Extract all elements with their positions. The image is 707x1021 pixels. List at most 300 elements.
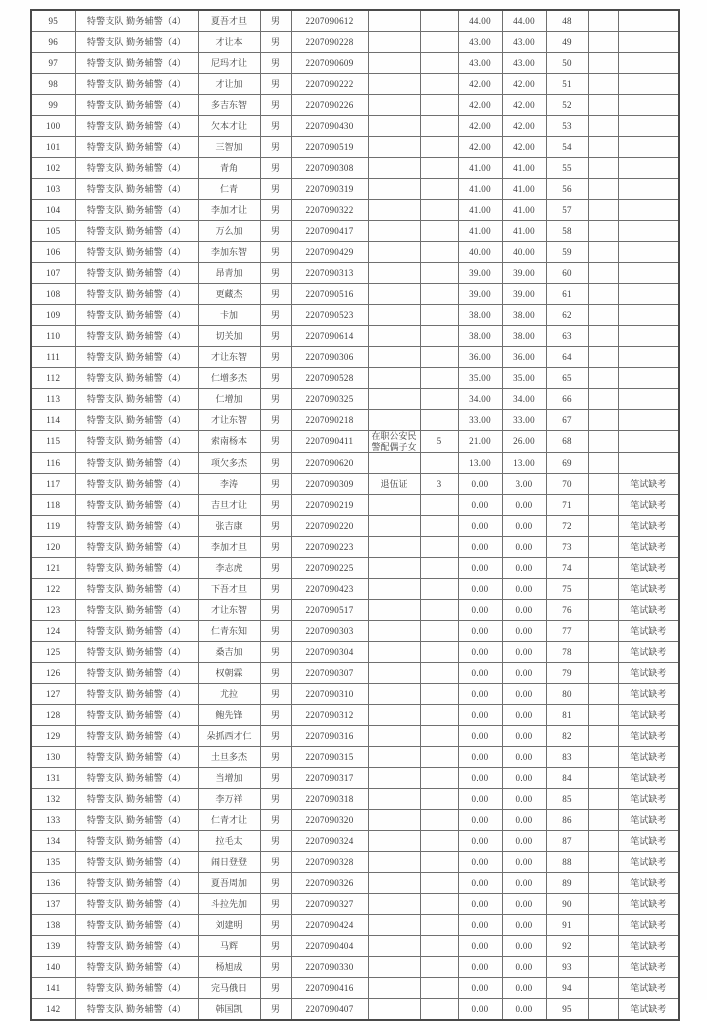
- cell-bonus_points: [420, 10, 458, 32]
- cell-rank: 53: [546, 116, 588, 137]
- cell-exam_no: 2207090220: [291, 516, 368, 537]
- cell-exam_no: 2207090307: [291, 663, 368, 684]
- table-row: [31, 95, 679, 116]
- cell-no: 122: [31, 579, 75, 600]
- cell-exam_no: 2207090309: [291, 474, 368, 495]
- table-row: [31, 726, 679, 747]
- cell-bonus_item: [368, 221, 420, 242]
- cell-gender: 男: [260, 537, 291, 558]
- cell-exam_no: 2207090325: [291, 389, 368, 410]
- cell-blank: [588, 158, 618, 179]
- cell-bonus_points: [420, 936, 458, 957]
- cell-written_score: 33.00: [458, 410, 502, 431]
- cell-written_score: 0.00: [458, 831, 502, 852]
- table-row: [31, 305, 679, 326]
- cell-remark: 笔试缺考: [618, 747, 679, 768]
- cell-gender: 男: [260, 200, 291, 221]
- cell-position: 特警支队 勤务辅警（4）: [75, 852, 198, 873]
- cell-exam_no: 2207090313: [291, 263, 368, 284]
- cell-gender: 男: [260, 410, 291, 431]
- cell-bonus_item: [368, 95, 420, 116]
- cell-gender: 男: [260, 347, 291, 368]
- cell-exam_no: 2207090328: [291, 852, 368, 873]
- cell-position: 特警支队 勤务辅警（4）: [75, 305, 198, 326]
- cell-rank: 49: [546, 32, 588, 53]
- cell-bonus_points: [420, 768, 458, 789]
- cell-remark: [618, 326, 679, 347]
- cell-written_score: 0.00: [458, 516, 502, 537]
- cell-bonus_points: [420, 852, 458, 873]
- cell-exam_no: 2207090317: [291, 768, 368, 789]
- cell-name: 下吾才旦: [198, 579, 260, 600]
- cell-name: 切关加: [198, 326, 260, 347]
- cell-written_score: 0.00: [458, 579, 502, 600]
- table-row: [31, 284, 679, 305]
- cell-rank: 92: [546, 936, 588, 957]
- cell-remark: [618, 158, 679, 179]
- cell-name: 朵抓西才仁: [198, 726, 260, 747]
- cell-rank: 63: [546, 326, 588, 347]
- cell-bonus_points: [420, 642, 458, 663]
- table-row: [31, 410, 679, 431]
- cell-name: 刘建明: [198, 915, 260, 936]
- cell-name: 李万祥: [198, 789, 260, 810]
- cell-blank: [588, 936, 618, 957]
- cell-rank: 93: [546, 957, 588, 978]
- cell-rank: 74: [546, 558, 588, 579]
- cell-exam_no: 2207090303: [291, 621, 368, 642]
- cell-blank: [588, 957, 618, 978]
- cell-exam_no: 2207090417: [291, 221, 368, 242]
- cell-position: 特警支队 勤务辅警（4）: [75, 10, 198, 32]
- cell-position: 特警支队 勤务辅警（4）: [75, 453, 198, 474]
- cell-rank: 85: [546, 789, 588, 810]
- cell-name: 仁增加: [198, 389, 260, 410]
- cell-remark: 笔试缺考: [618, 789, 679, 810]
- cell-position: 特警支队 勤务辅警（4）: [75, 431, 198, 453]
- cell-rank: 67: [546, 410, 588, 431]
- cell-written_score: 0.00: [458, 600, 502, 621]
- cell-bonus_item: [368, 915, 420, 936]
- cell-blank: [588, 621, 618, 642]
- cell-position: 特警支队 勤务辅警（4）: [75, 684, 198, 705]
- cell-position: 特警支队 勤务辅警（4）: [75, 705, 198, 726]
- cell-exam_no: 2207090306: [291, 347, 368, 368]
- cell-gender: 男: [260, 305, 291, 326]
- cell-rank: 77: [546, 621, 588, 642]
- cell-written_score: 39.00: [458, 284, 502, 305]
- cell-remark: 笔试缺考: [618, 999, 679, 1021]
- cell-total_score: 13.00: [502, 453, 546, 474]
- cell-remark: 笔试缺考: [618, 516, 679, 537]
- cell-gender: 男: [260, 74, 291, 95]
- cell-bonus_points: [420, 747, 458, 768]
- cell-position: 特警支队 勤务辅警（4）: [75, 537, 198, 558]
- cell-total_score: 0.00: [502, 495, 546, 516]
- cell-total_score: 0.00: [502, 579, 546, 600]
- cell-gender: 男: [260, 789, 291, 810]
- cell-no: 135: [31, 852, 75, 873]
- cell-total_score: 0.00: [502, 642, 546, 663]
- cell-rank: 72: [546, 516, 588, 537]
- cell-gender: 男: [260, 263, 291, 284]
- cell-blank: [588, 915, 618, 936]
- cell-no: 97: [31, 53, 75, 74]
- cell-rank: 84: [546, 768, 588, 789]
- cell-position: 特警支队 勤务辅警（4）: [75, 200, 198, 221]
- cell-written_score: 0.00: [458, 957, 502, 978]
- cell-gender: 男: [260, 221, 291, 242]
- cell-exam_no: 2207090315: [291, 747, 368, 768]
- cell-name: 索南杨本: [198, 431, 260, 453]
- cell-remark: [618, 410, 679, 431]
- cell-position: 特警支队 勤务辅警（4）: [75, 137, 198, 158]
- cell-written_score: 0.00: [458, 873, 502, 894]
- table-body: [31, 10, 679, 1020]
- cell-bonus_item: [368, 200, 420, 221]
- cell-gender: 男: [260, 579, 291, 600]
- cell-position: 特警支队 勤务辅警（4）: [75, 116, 198, 137]
- cell-bonus_points: [420, 74, 458, 95]
- cell-gender: 男: [260, 852, 291, 873]
- cell-exam_no: 2207090310: [291, 684, 368, 705]
- cell-remark: [618, 431, 679, 453]
- cell-total_score: 43.00: [502, 53, 546, 74]
- cell-bonus_item: [368, 957, 420, 978]
- cell-written_score: 44.00: [458, 10, 502, 32]
- cell-gender: 男: [260, 726, 291, 747]
- cell-name: 拉毛太: [198, 831, 260, 852]
- table-row: [31, 221, 679, 242]
- cell-no: 121: [31, 558, 75, 579]
- cell-bonus_item: [368, 368, 420, 389]
- cell-name: 仁青东知: [198, 621, 260, 642]
- cell-bonus_item: [368, 74, 420, 95]
- cell-exam_no: 2207090228: [291, 32, 368, 53]
- cell-written_score: 0.00: [458, 978, 502, 999]
- cell-no: 132: [31, 789, 75, 810]
- cell-position: 特警支队 勤务辅警（4）: [75, 831, 198, 852]
- cell-remark: [618, 242, 679, 263]
- cell-position: 特警支队 勤务辅警（4）: [75, 263, 198, 284]
- cell-gender: 男: [260, 453, 291, 474]
- cell-blank: [588, 453, 618, 474]
- cell-blank: [588, 684, 618, 705]
- cell-rank: 52: [546, 95, 588, 116]
- cell-gender: 男: [260, 95, 291, 116]
- cell-remark: 笔试缺考: [618, 873, 679, 894]
- table-row: [31, 768, 679, 789]
- cell-bonus_points: [420, 53, 458, 74]
- cell-remark: 笔试缺考: [618, 936, 679, 957]
- table-row: [31, 684, 679, 705]
- cell-bonus_item: 退伍证: [368, 474, 420, 495]
- cell-no: 106: [31, 242, 75, 263]
- cell-rank: 95: [546, 999, 588, 1021]
- cell-bonus_points: [420, 368, 458, 389]
- cell-gender: 男: [260, 873, 291, 894]
- table-row: [31, 158, 679, 179]
- cell-bonus_item: [368, 705, 420, 726]
- cell-bonus_points: [420, 179, 458, 200]
- cell-written_score: 41.00: [458, 179, 502, 200]
- cell-written_score: 0.00: [458, 768, 502, 789]
- cell-blank: [588, 537, 618, 558]
- cell-remark: 笔试缺考: [618, 537, 679, 558]
- cell-position: 特警支队 勤务辅警（4）: [75, 579, 198, 600]
- cell-total_score: 0.00: [502, 894, 546, 915]
- cell-bonus_points: [420, 558, 458, 579]
- cell-blank: [588, 600, 618, 621]
- cell-no: 131: [31, 768, 75, 789]
- cell-remark: 笔试缺考: [618, 558, 679, 579]
- cell-name: 三智加: [198, 137, 260, 158]
- cell-blank: [588, 179, 618, 200]
- cell-rank: 50: [546, 53, 588, 74]
- cell-rank: 58: [546, 221, 588, 242]
- cell-blank: [588, 368, 618, 389]
- table-row: [31, 831, 679, 852]
- cell-written_score: 0.00: [458, 621, 502, 642]
- cell-position: 特警支队 勤务辅警（4）: [75, 95, 198, 116]
- cell-position: 特警支队 勤务辅警（4）: [75, 179, 198, 200]
- cell-total_score: 0.00: [502, 558, 546, 579]
- cell-bonus_item: [368, 10, 420, 32]
- table-row: [31, 810, 679, 831]
- cell-gender: 男: [260, 558, 291, 579]
- cell-name: 昂青加: [198, 263, 260, 284]
- cell-written_score: 41.00: [458, 221, 502, 242]
- cell-bonus_points: [420, 663, 458, 684]
- cell-blank: [588, 137, 618, 158]
- cell-remark: [618, 305, 679, 326]
- cell-total_score: 0.00: [502, 537, 546, 558]
- cell-name: 尤拉: [198, 684, 260, 705]
- cell-gender: 男: [260, 368, 291, 389]
- cell-remark: 笔试缺考: [618, 726, 679, 747]
- cell-bonus_item: [368, 410, 420, 431]
- cell-bonus_item: [368, 558, 420, 579]
- cell-exam_no: 2207090226: [291, 95, 368, 116]
- cell-no: 130: [31, 747, 75, 768]
- cell-total_score: 0.00: [502, 873, 546, 894]
- cell-exam_no: 2207090416: [291, 978, 368, 999]
- cell-bonus_points: [420, 537, 458, 558]
- cell-remark: [618, 221, 679, 242]
- cell-bonus_item: [368, 600, 420, 621]
- cell-name: 欠本才让: [198, 116, 260, 137]
- cell-name: 多吉东智: [198, 95, 260, 116]
- cell-position: 特警支队 勤务辅警（4）: [75, 32, 198, 53]
- cell-rank: 62: [546, 305, 588, 326]
- cell-gender: 男: [260, 978, 291, 999]
- cell-rank: 48: [546, 10, 588, 32]
- cell-total_score: 38.00: [502, 305, 546, 326]
- cell-remark: [618, 263, 679, 284]
- cell-bonus_item: [368, 726, 420, 747]
- cell-remark: [618, 284, 679, 305]
- cell-exam_no: 2207090326: [291, 873, 368, 894]
- cell-exam_no: 2207090324: [291, 831, 368, 852]
- cell-rank: 61: [546, 284, 588, 305]
- cell-position: 特警支队 勤务辅警（4）: [75, 663, 198, 684]
- cell-written_score: 38.00: [458, 326, 502, 347]
- cell-written_score: 0.00: [458, 894, 502, 915]
- cell-total_score: 0.00: [502, 915, 546, 936]
- cell-exam_no: 2207090423: [291, 579, 368, 600]
- cell-written_score: 21.00: [458, 431, 502, 453]
- cell-exam_no: 2207090219: [291, 495, 368, 516]
- cell-remark: 笔试缺考: [618, 579, 679, 600]
- cell-no: 136: [31, 873, 75, 894]
- cell-no: 137: [31, 894, 75, 915]
- table-row: [31, 10, 679, 32]
- cell-name: 更藏杰: [198, 284, 260, 305]
- cell-gender: 男: [260, 747, 291, 768]
- cell-blank: [588, 831, 618, 852]
- cell-gender: 男: [260, 810, 291, 831]
- cell-total_score: 0.00: [502, 621, 546, 642]
- cell-bonus_points: [420, 242, 458, 263]
- cell-name: 韩国凯: [198, 999, 260, 1021]
- cell-total_score: 0.00: [502, 852, 546, 873]
- cell-name: 土旦多杰: [198, 747, 260, 768]
- cell-gender: 男: [260, 10, 291, 32]
- cell-bonus_item: [368, 789, 420, 810]
- cell-written_score: 39.00: [458, 263, 502, 284]
- cell-blank: [588, 74, 618, 95]
- cell-total_score: 0.00: [502, 663, 546, 684]
- cell-position: 特警支队 勤务辅警（4）: [75, 284, 198, 305]
- cell-position: 特警支队 勤务辅警（4）: [75, 516, 198, 537]
- cell-gender: 男: [260, 915, 291, 936]
- cell-position: 特警支队 勤务辅警（4）: [75, 957, 198, 978]
- cell-bonus_points: [420, 726, 458, 747]
- cell-total_score: 41.00: [502, 158, 546, 179]
- cell-blank: [588, 326, 618, 347]
- cell-total_score: 35.00: [502, 368, 546, 389]
- cell-rank: 78: [546, 642, 588, 663]
- cell-name: 马辉: [198, 936, 260, 957]
- cell-no: 110: [31, 326, 75, 347]
- cell-blank: [588, 579, 618, 600]
- cell-remark: [618, 389, 679, 410]
- cell-position: 特警支队 勤务辅警（4）: [75, 999, 198, 1021]
- cell-gender: 男: [260, 663, 291, 684]
- cell-bonus_points: [420, 621, 458, 642]
- cell-no: 114: [31, 410, 75, 431]
- cell-gender: 男: [260, 179, 291, 200]
- cell-exam_no: 2207090612: [291, 10, 368, 32]
- cell-position: 特警支队 勤务辅警（4）: [75, 326, 198, 347]
- cell-remark: 笔试缺考: [618, 474, 679, 495]
- cell-blank: [588, 53, 618, 74]
- cell-position: 特警支队 勤务辅警（4）: [75, 726, 198, 747]
- cell-position: 特警支队 勤务辅警（4）: [75, 558, 198, 579]
- cell-position: 特警支队 勤务辅警（4）: [75, 474, 198, 495]
- cell-bonus_points: [420, 873, 458, 894]
- cell-remark: 笔试缺考: [618, 978, 679, 999]
- cell-position: 特警支队 勤务辅警（4）: [75, 747, 198, 768]
- cell-exam_no: 2207090223: [291, 537, 368, 558]
- cell-rank: 55: [546, 158, 588, 179]
- table-row: [31, 389, 679, 410]
- cell-written_score: 40.00: [458, 242, 502, 263]
- cell-bonus_points: 5: [420, 431, 458, 453]
- cell-no: 142: [31, 999, 75, 1021]
- cell-no: 124: [31, 621, 75, 642]
- cell-bonus_item: [368, 831, 420, 852]
- cell-no: 126: [31, 663, 75, 684]
- cell-bonus_item: [368, 516, 420, 537]
- cell-bonus_points: [420, 894, 458, 915]
- cell-position: 特警支队 勤务辅警（4）: [75, 936, 198, 957]
- cell-exam_no: 2207090614: [291, 326, 368, 347]
- cell-position: 特警支队 勤务辅警（4）: [75, 53, 198, 74]
- cell-rank: 82: [546, 726, 588, 747]
- cell-rank: 94: [546, 978, 588, 999]
- cell-position: 特警支队 勤务辅警（4）: [75, 74, 198, 95]
- cell-bonus_points: [420, 263, 458, 284]
- cell-no: 96: [31, 32, 75, 53]
- cell-remark: 笔试缺考: [618, 684, 679, 705]
- cell-exam_no: 2207090330: [291, 957, 368, 978]
- cell-name: 吉旦才让: [198, 495, 260, 516]
- cell-total_score: 0.00: [502, 999, 546, 1021]
- cell-name: 卡加: [198, 305, 260, 326]
- cell-no: 102: [31, 158, 75, 179]
- cell-total_score: 0.00: [502, 936, 546, 957]
- cell-no: 104: [31, 200, 75, 221]
- cell-total_score: 44.00: [502, 10, 546, 32]
- cell-blank: [588, 200, 618, 221]
- cell-name: 李加东智: [198, 242, 260, 263]
- cell-gender: 男: [260, 936, 291, 957]
- cell-gender: 男: [260, 999, 291, 1021]
- cell-total_score: 39.00: [502, 284, 546, 305]
- cell-no: 141: [31, 978, 75, 999]
- cell-rank: 89: [546, 873, 588, 894]
- exam-results-table: [30, 9, 680, 1021]
- cell-name: 当增加: [198, 768, 260, 789]
- cell-exam_no: 2207090523: [291, 305, 368, 326]
- table-row: [31, 74, 679, 95]
- cell-name: 李加才旦: [198, 537, 260, 558]
- cell-rank: 81: [546, 705, 588, 726]
- cell-total_score: 26.00: [502, 431, 546, 453]
- cell-gender: 男: [260, 516, 291, 537]
- cell-exam_no: 2207090320: [291, 810, 368, 831]
- cell-rank: 80: [546, 684, 588, 705]
- cell-bonus_points: [420, 831, 458, 852]
- cell-bonus_points: 3: [420, 474, 458, 495]
- cell-no: 123: [31, 600, 75, 621]
- cell-written_score: 0.00: [458, 999, 502, 1021]
- cell-rank: 76: [546, 600, 588, 621]
- table-row: [31, 747, 679, 768]
- cell-total_score: 36.00: [502, 347, 546, 368]
- cell-total_score: 41.00: [502, 179, 546, 200]
- cell-rank: 86: [546, 810, 588, 831]
- cell-written_score: 43.00: [458, 32, 502, 53]
- table-row: [31, 53, 679, 74]
- cell-exam_no: 2207090429: [291, 242, 368, 263]
- table-row: [31, 936, 679, 957]
- cell-total_score: 33.00: [502, 410, 546, 431]
- cell-gender: 男: [260, 242, 291, 263]
- cell-rank: 69: [546, 453, 588, 474]
- cell-remark: 笔试缺考: [618, 642, 679, 663]
